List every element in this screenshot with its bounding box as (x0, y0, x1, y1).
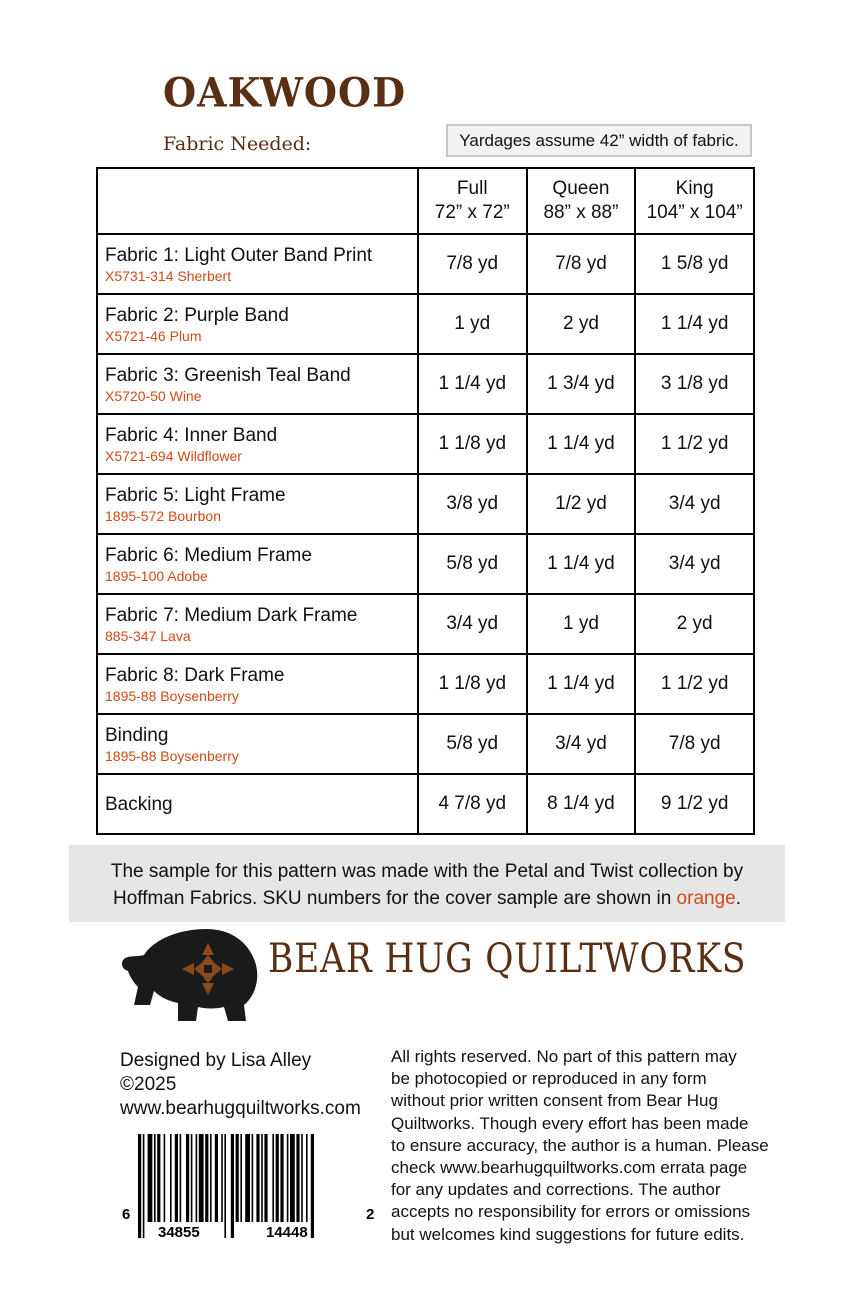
barcode-bar (264, 1134, 267, 1222)
barcode-bar (138, 1134, 141, 1238)
fabric-name-cell (97, 234, 418, 294)
designer-name: Designed by Lisa Alley (120, 1050, 312, 1071)
copyright: ©2025 (120, 1074, 177, 1095)
fabric-name-cell (97, 774, 418, 834)
fabric-sku: 885-347 Lava (105, 627, 191, 644)
rights-text (391, 1046, 791, 1246)
rights-line: be photocopied or reproduced in any form (391, 1069, 707, 1089)
yardage-queen: 7/8 yd (527, 234, 636, 294)
sample-note-period: . (735, 888, 741, 909)
fabric-name-cell (97, 474, 418, 534)
header-size: King (675, 178, 714, 199)
yardage-king: 1 1/2 yd (635, 654, 754, 714)
yardage-queen: 1 yd (527, 594, 636, 654)
header-dims: 104” x 104” (646, 202, 743, 223)
yardage-full: 4 7/8 yd (418, 774, 527, 834)
table-row (97, 774, 754, 834)
header-queen (527, 168, 636, 234)
fabric-name-cell (97, 414, 418, 474)
rights-line: to ensure accuracy, the author is a human. Please (391, 1135, 769, 1155)
barcode-bar (186, 1134, 189, 1222)
fabric-sku: X5721-46 Plum (105, 327, 202, 344)
yardage-king: 3/4 yd (635, 534, 754, 594)
yardage-queen: 1 3/4 yd (527, 354, 636, 414)
table-row (97, 474, 754, 534)
rights-line: All rights reserved. No part of this pattern may (391, 1047, 737, 1066)
fabric-name: Backing (105, 793, 173, 815)
yardage-full: 1 1/8 yd (418, 654, 527, 714)
barcode-bar (287, 1134, 289, 1222)
header-blank (97, 168, 418, 234)
table-row (97, 714, 754, 774)
yardage-full: 1 1/4 yd (418, 354, 527, 414)
rights-line: check www.bearhugquiltworks.com errata page (391, 1158, 748, 1178)
barcode-bar (157, 1134, 160, 1222)
rights-line: without prior written consent from Bear Hug (391, 1091, 718, 1111)
sample-note-line1: The sample for this pattern was made with the Petal and Twist collection by (110, 861, 744, 882)
fabric-name: Fabric 7: Medium Dark Frame (105, 604, 358, 626)
barcode (120, 1134, 382, 1246)
fabric-name-cell (97, 534, 418, 594)
header-dims: 72” x 72” (434, 202, 510, 223)
barcode-bar (240, 1134, 242, 1222)
header-king (635, 168, 754, 234)
header-full (418, 168, 527, 234)
barcode-bar (280, 1134, 283, 1222)
fabric-sku: X5731-314 Sherbert (105, 267, 232, 284)
table-row (97, 414, 754, 474)
yardage-full: 3/8 yd (418, 474, 527, 534)
barcode-bar (196, 1134, 198, 1222)
fabric-needed-label: Fabric Needed: (163, 133, 312, 155)
table-row (97, 354, 754, 414)
barcode-digits-group2: 14448 (266, 1224, 308, 1241)
barcode-bar (170, 1134, 172, 1222)
rights-line: accepts no responsibility for errors or omissions (391, 1202, 751, 1222)
yardage-king: 3 1/8 yd (635, 354, 754, 414)
fabric-name: Fabric 1: Light Outer Band Print (105, 244, 373, 266)
barcode-bar (164, 1134, 166, 1222)
fabric-sku: X5721-694 Wildflower (105, 447, 242, 464)
header-dims: 88” x 88” (543, 202, 619, 223)
barcode-bar (311, 1134, 314, 1238)
yardage-note: Yardages assume 42” width of fabric. (446, 124, 752, 157)
fabric-name: Fabric 3: Greenish Teal Band (105, 364, 351, 386)
barcode-bar (306, 1134, 308, 1222)
barcode-bar (199, 1134, 204, 1222)
barcode-bar (290, 1134, 295, 1222)
fabric-sku: 1895-88 Boysenberry (105, 747, 239, 764)
table-row (97, 534, 754, 594)
yardage-full: 5/8 yd (418, 534, 527, 594)
designer-info (120, 1049, 361, 1121)
yardage-full: 3/4 yd (418, 594, 527, 654)
barcode-bar (148, 1134, 153, 1222)
header-size: Full (456, 178, 488, 199)
yardage-king: 1 5/8 yd (635, 234, 754, 294)
barcode-bar (231, 1134, 234, 1238)
barcode-bar (296, 1134, 299, 1222)
fabric-sku: X5720-50 Wine (105, 387, 202, 404)
barcode-bar (215, 1134, 218, 1222)
barcode-digit-right: 2 (366, 1206, 375, 1223)
header-size: Queen (552, 178, 610, 199)
fabric-name: Binding (105, 724, 169, 746)
barcode-bar (261, 1134, 263, 1222)
yardage-full: 5/8 yd (418, 714, 527, 774)
fabric-name-cell (97, 294, 418, 354)
barcode-bar (272, 1134, 274, 1222)
barcode-bar (191, 1134, 193, 1222)
yardage-king: 1 1/4 yd (635, 294, 754, 354)
yardage-queen: 1/2 yd (527, 474, 636, 534)
barcode-bar (224, 1134, 226, 1238)
barcode-bar (245, 1134, 250, 1222)
yardage-king: 7/8 yd (635, 714, 754, 774)
barcode-bar (252, 1134, 254, 1222)
table-header-row (97, 168, 754, 234)
yardage-king: 1 1/2 yd (635, 414, 754, 474)
barcode-bar (256, 1134, 259, 1222)
pattern-title: OAKWOOD (163, 68, 407, 117)
yardage-queen: 1 1/4 yd (527, 654, 636, 714)
fabric-name-cell (97, 654, 418, 714)
yardage-queen: 8 1/4 yd (527, 774, 636, 834)
sample-note-text: Hoffman Fabrics. SKU numbers for the cover sample are shown in (112, 888, 677, 909)
barcode-bar (301, 1134, 303, 1222)
yardage-queen: 1 1/4 yd (527, 414, 636, 474)
fabric-table (96, 167, 755, 835)
yardage-king: 3/4 yd (635, 474, 754, 534)
fabric-name: Fabric 4: Inner Band (105, 424, 278, 446)
orange-word: orange (676, 888, 736, 909)
barcode-bar (180, 1134, 182, 1222)
barcode-bar (143, 1134, 145, 1238)
fabric-name: Fabric 6: Medium Frame (105, 544, 312, 566)
fabric-sku: 1895-88 Boysenberry (105, 687, 239, 704)
table-row (97, 234, 754, 294)
fabric-name-cell (97, 714, 418, 774)
table-row (97, 594, 754, 654)
yardage-full: 7/8 yd (418, 234, 527, 294)
barcode-bar (205, 1134, 208, 1222)
yardage-king: 2 yd (635, 594, 754, 654)
rights-line: Quiltworks. Though every effort has been made (391, 1113, 749, 1133)
fabric-name-cell (97, 594, 418, 654)
barcode-bar (221, 1134, 223, 1222)
bear-logo-icon (120, 925, 260, 1023)
rights-line: but welcomes kind suggestions for future edits. (391, 1224, 745, 1244)
barcode-bar (276, 1134, 279, 1222)
yardage-queen: 1 1/4 yd (527, 534, 636, 594)
table-row (97, 294, 754, 354)
rights-line: for any updates and corrections. The author (391, 1180, 721, 1200)
yardage-full: 1 1/8 yd (418, 414, 527, 474)
barcode-digit-left: 6 (122, 1206, 131, 1223)
brand-name: BEAR HUG QUILTWORKS (268, 936, 747, 982)
yardage-king: 9 1/2 yd (635, 774, 754, 834)
sample-note-line2 (69, 885, 785, 912)
sample-note (69, 845, 785, 922)
fabric-name: Fabric 5: Light Frame (105, 484, 286, 506)
barcode-bar (210, 1134, 212, 1222)
website: www.bearhugquiltworks.com (120, 1098, 361, 1119)
fabric-sku: 1895-100 Adobe (105, 567, 208, 584)
fabric-name: Fabric 2: Purple Band (105, 304, 289, 326)
fabric-name: Fabric 8: Dark Frame (105, 664, 285, 686)
barcode-bar (175, 1134, 178, 1222)
fabric-sku: 1895-572 Bourbon (105, 507, 221, 524)
yardage-full: 1 yd (418, 294, 527, 354)
barcode-bar (154, 1134, 156, 1222)
table-row (97, 654, 754, 714)
barcode-bar (236, 1134, 239, 1222)
fabric-name-cell (97, 354, 418, 414)
barcode-digits-group1: 34855 (158, 1224, 200, 1241)
yardage-queen: 2 yd (527, 294, 636, 354)
yardage-queen: 3/4 yd (527, 714, 636, 774)
